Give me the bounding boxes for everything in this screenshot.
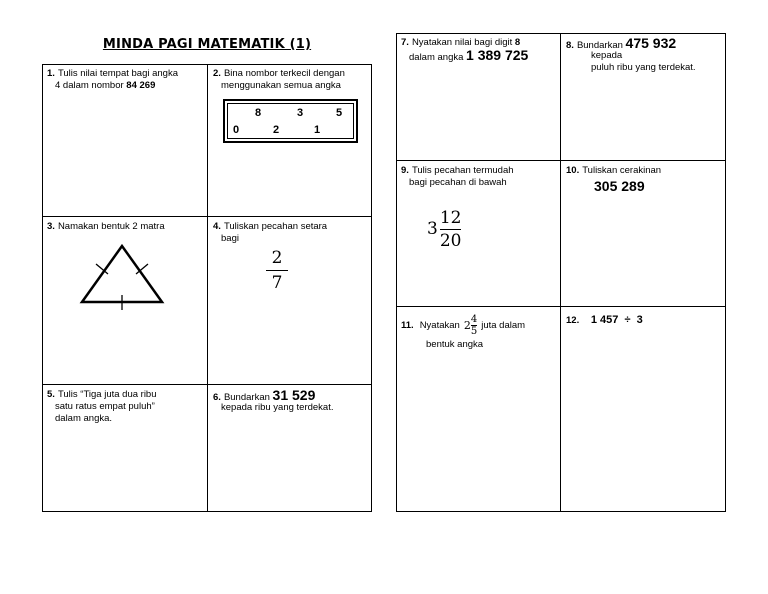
question-number: 1. xyxy=(47,68,55,79)
mixed-fraction xyxy=(427,205,461,253)
question-text: kepada ribu yang terdekat. xyxy=(221,402,334,413)
question-text: Tuliskan cerakinan xyxy=(582,165,662,176)
number-value: 1 389 725 xyxy=(466,47,529,63)
triangle-shape xyxy=(76,240,168,314)
mixed-fraction-inline xyxy=(464,314,477,337)
question-9-cell xyxy=(396,161,561,307)
question-4-cell xyxy=(208,217,372,385)
question-text: menggunakan semua angka xyxy=(221,80,341,91)
question-number: 9. xyxy=(401,165,409,176)
digit-box xyxy=(223,99,358,143)
question-number: 3. xyxy=(47,221,55,232)
fraction-numerator: 12 xyxy=(439,207,462,228)
question-text: Tulis pecahan termudah xyxy=(411,165,514,176)
question-text: Tulis “Tiga juta dua ribu xyxy=(57,389,157,400)
number-value: 475 932 xyxy=(625,35,677,51)
number-value: 84 269 xyxy=(126,80,156,91)
fraction-whole: 3 xyxy=(427,219,438,239)
question-number: 2. xyxy=(213,68,221,79)
question-number: 12. xyxy=(566,315,580,326)
fraction-denominator: 5 xyxy=(470,326,478,337)
question-12-cell xyxy=(561,307,726,512)
digit: 8 xyxy=(255,107,262,119)
question-text: bagi xyxy=(221,233,239,244)
question-text: dalam angka xyxy=(409,52,464,63)
question-number: 5. xyxy=(47,389,55,400)
question-text: 4 dalam nombor xyxy=(55,80,124,91)
question-text: dalam angka. xyxy=(55,413,113,424)
question-1-cell xyxy=(42,64,208,217)
question-number: 6. xyxy=(213,392,221,403)
digit: 3 xyxy=(297,107,304,119)
question-5-cell xyxy=(42,385,208,512)
fraction-numerator: 2 xyxy=(271,248,283,268)
digit-value: 8 xyxy=(514,37,521,48)
question-number: 10. xyxy=(566,165,580,176)
fraction-whole: 2 xyxy=(463,318,471,332)
question-number: 7. xyxy=(401,37,409,48)
math-expression: 1 457 ÷ 3 xyxy=(590,314,643,326)
question-text: satu ratus empat puluh” xyxy=(55,401,155,412)
question-11-cell xyxy=(396,307,561,512)
fraction-denominator: 7 xyxy=(271,273,283,293)
question-number: 8. xyxy=(566,40,574,51)
fraction-two-sevenths xyxy=(266,248,288,293)
digit: 1 xyxy=(314,124,321,136)
digit: 2 xyxy=(273,124,280,136)
digit: 5 xyxy=(336,107,343,119)
question-10-cell xyxy=(561,161,726,307)
question-6-cell xyxy=(208,385,372,512)
question-text: Tulis nilai tempat bagi angka xyxy=(57,68,178,79)
question-text: Nyatakan xyxy=(419,319,460,331)
question-text: Namakan bentuk 2 matra xyxy=(57,221,165,232)
question-text: Bina nombor terkecil dengan xyxy=(223,68,345,79)
question-number: 11. xyxy=(401,319,414,331)
question-text: bagi pecahan di bawah xyxy=(409,177,507,188)
question-text: bentuk angka xyxy=(426,339,484,350)
number-value: 305 289 xyxy=(594,178,645,194)
number-value: 31 529 xyxy=(272,387,316,403)
question-text: Bundarkan xyxy=(576,40,623,51)
question-number: 4. xyxy=(213,221,221,232)
question-text: juta dalam xyxy=(481,319,526,331)
question-8-cell xyxy=(561,33,726,161)
question-text: Tuliskan pecahan setara xyxy=(223,221,328,232)
question-text: Nyatakan nilai bagi digit xyxy=(411,37,513,48)
question-7-cell xyxy=(396,33,561,161)
question-text: kepada xyxy=(591,50,623,61)
digit: 0 xyxy=(233,124,240,136)
fraction-denominator: 20 xyxy=(439,230,462,251)
question-text: Bundarkan xyxy=(223,392,270,403)
question-text: puluh ribu yang terdekat. xyxy=(591,62,696,73)
page-title: MINDA PAGI MATEMATIK (1) xyxy=(102,37,312,52)
fraction-numerator: 4 xyxy=(470,314,478,325)
